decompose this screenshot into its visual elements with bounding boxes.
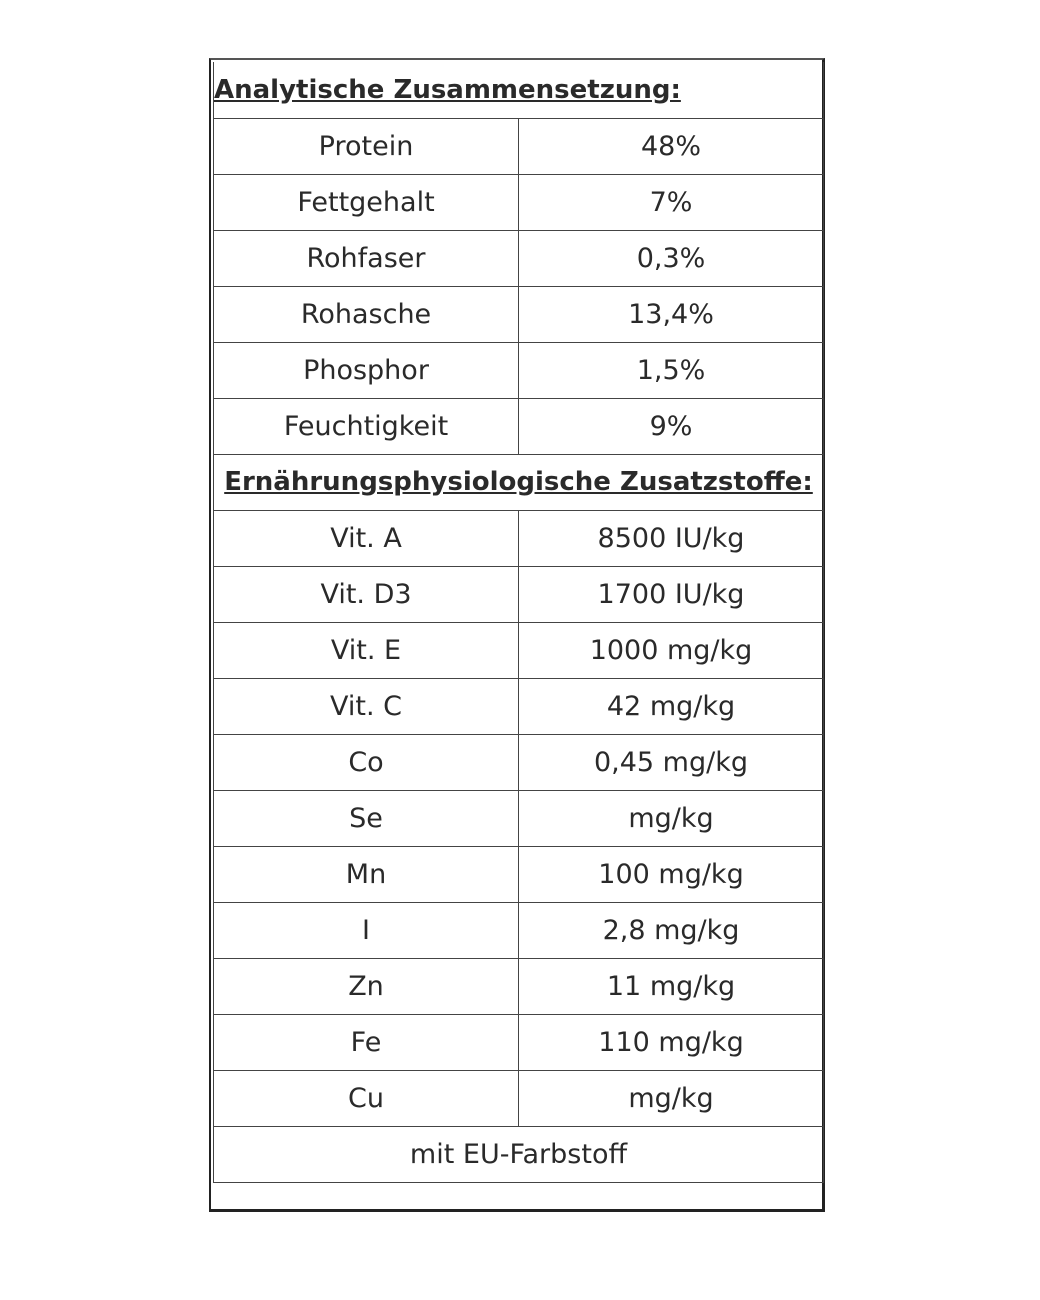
table-row bbox=[214, 342, 824, 398]
row-label: I bbox=[214, 902, 519, 958]
row-label: Vit. E bbox=[214, 622, 519, 678]
row-value: 42 mg/kg bbox=[519, 678, 824, 734]
row-label: Vit. D3 bbox=[214, 566, 519, 622]
row-value: 110 mg/kg bbox=[519, 1014, 824, 1070]
row-label: Cu bbox=[214, 1070, 519, 1126]
row-value: 1000 mg/kg bbox=[519, 622, 824, 678]
row-label: Phosphor bbox=[214, 342, 519, 398]
composition-sheet bbox=[209, 58, 825, 1212]
row-label: Feuchtigkeit bbox=[214, 398, 519, 454]
row-label: Protein bbox=[214, 118, 519, 174]
row-value: 11 mg/kg bbox=[519, 958, 824, 1014]
table-row bbox=[214, 902, 824, 958]
row-value: mg/kg bbox=[519, 790, 824, 846]
row-value: 8500 IU/kg bbox=[519, 510, 824, 566]
row-label: Vit. A bbox=[214, 510, 519, 566]
table-row bbox=[214, 566, 824, 622]
row-value: mg/kg bbox=[519, 1070, 824, 1126]
table-row bbox=[214, 1070, 824, 1126]
table-row bbox=[214, 230, 824, 286]
table-row bbox=[214, 118, 824, 174]
footer-note: mit EU-Farbstoff bbox=[214, 1126, 824, 1182]
heading-analytic: Analytische Zusammensetzung: bbox=[214, 62, 824, 118]
row-label: Rohfaser bbox=[214, 230, 519, 286]
heading-row-analytic bbox=[214, 62, 824, 118]
row-value: 1700 IU/kg bbox=[519, 566, 824, 622]
table-row bbox=[214, 958, 824, 1014]
row-value: 0,45 mg/kg bbox=[519, 734, 824, 790]
footer-row bbox=[214, 1126, 824, 1182]
table-row bbox=[214, 510, 824, 566]
row-label: Mn bbox=[214, 846, 519, 902]
row-value: 1,5% bbox=[519, 342, 824, 398]
row-value: 100 mg/kg bbox=[519, 846, 824, 902]
row-value: 2,8 mg/kg bbox=[519, 902, 824, 958]
row-value: 48% bbox=[519, 118, 824, 174]
row-label: Fe bbox=[214, 1014, 519, 1070]
table-row bbox=[214, 1014, 824, 1070]
row-label: Fettgehalt bbox=[214, 174, 519, 230]
row-label: Co bbox=[214, 734, 519, 790]
table-row bbox=[214, 398, 824, 454]
heading-row-additives bbox=[214, 454, 824, 510]
table-row bbox=[214, 790, 824, 846]
row-label: Vit. C bbox=[214, 678, 519, 734]
table-row bbox=[214, 622, 824, 678]
row-label: Zn bbox=[214, 958, 519, 1014]
row-value: 9% bbox=[519, 398, 824, 454]
table-row bbox=[214, 286, 824, 342]
row-label: Rohasche bbox=[214, 286, 519, 342]
row-value: 7% bbox=[519, 174, 824, 230]
table-row bbox=[214, 174, 824, 230]
table-row bbox=[214, 678, 824, 734]
table-row bbox=[214, 734, 824, 790]
heading-additives: Ernährungsphysiologische Zusatzstoffe: bbox=[214, 454, 824, 510]
row-value: 13,4% bbox=[519, 286, 824, 342]
table-row bbox=[214, 846, 824, 902]
composition-table bbox=[213, 62, 824, 1183]
row-label: Se bbox=[214, 790, 519, 846]
row-value: 0,3% bbox=[519, 230, 824, 286]
